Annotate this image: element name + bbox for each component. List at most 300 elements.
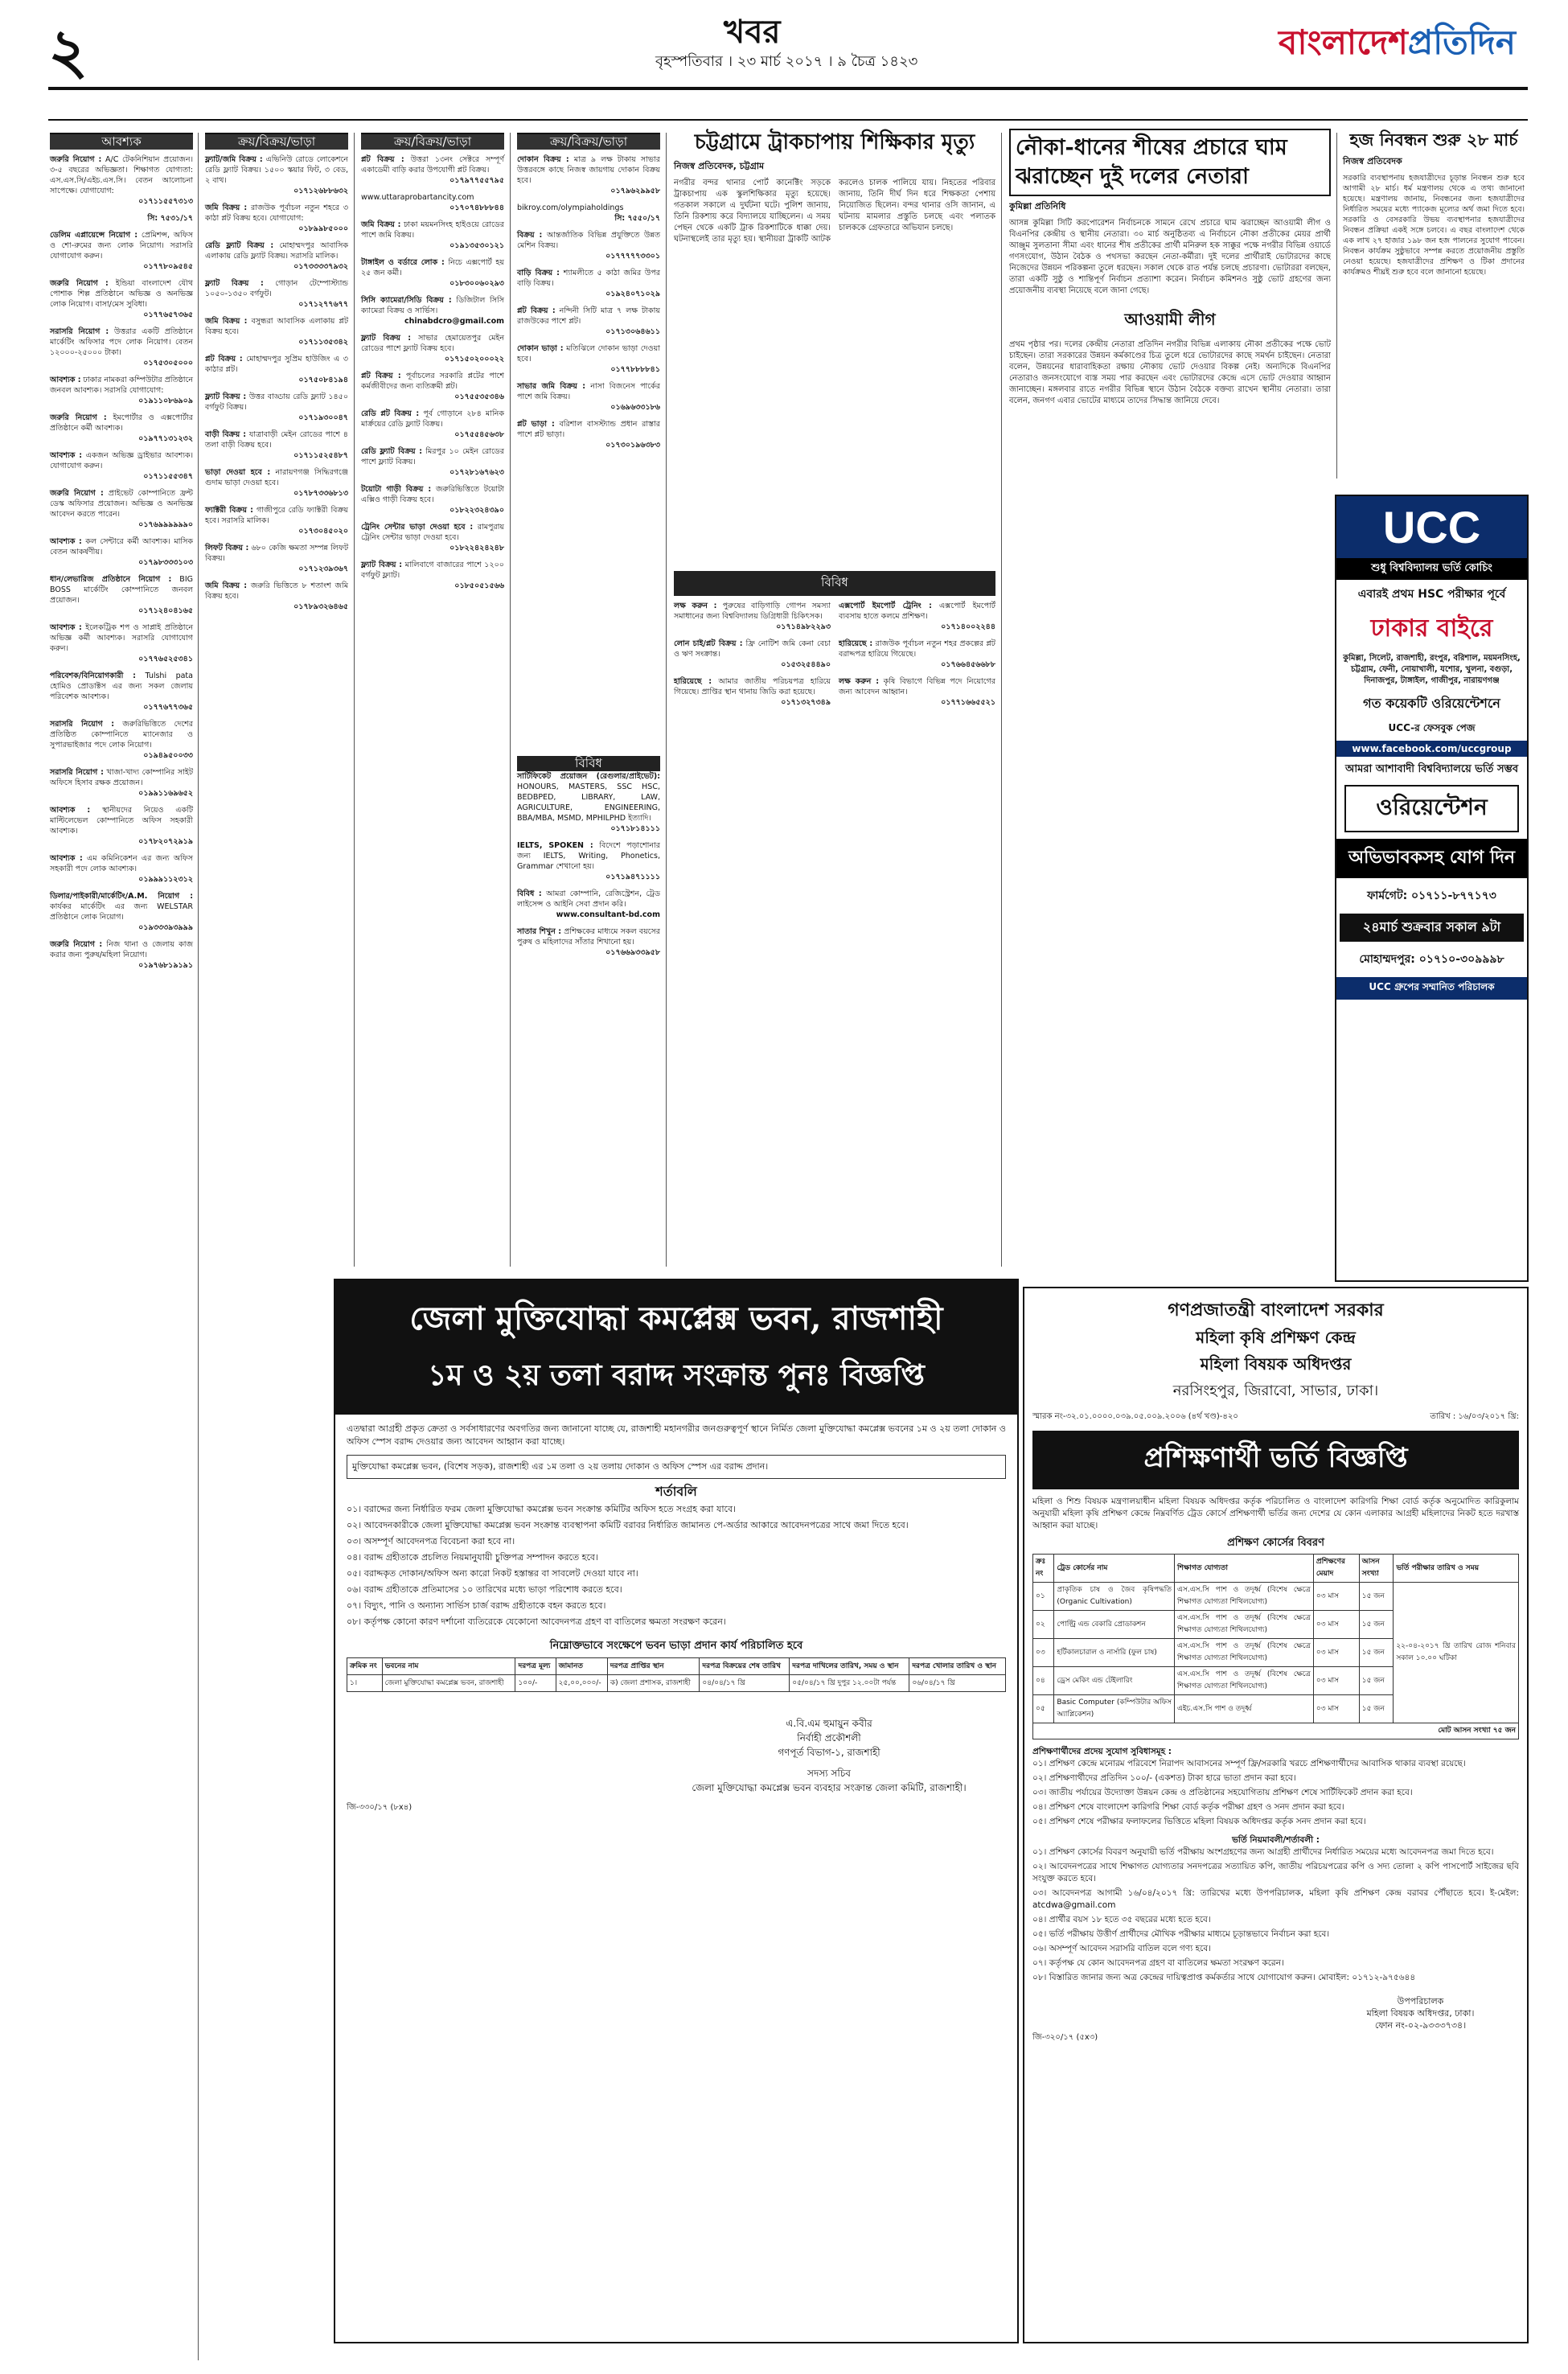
- table-header-cell: জামানত: [556, 1658, 607, 1675]
- ad-title: জরুরি নিয়োগ :: [50, 413, 107, 422]
- term-item: ০২। আবেদনকারীকে জেলা মুক্তিযোদ্ধা কমপ্লেক্স ভবন সংক্রান্ত ব্যবস্থাপনা কমিটি বরাবর নির্ধারিত জামানত পে-অর্ডার আকারে আবেদনপত্রের সাথে জমা দিতে হবে।: [347, 1520, 909, 1530]
- facility-item: ০৩। জাতীয় পর্যায়ের উদ্যোক্তা উন্নয়ন কেন্দ্র ও প্রতিষ্ঠানের সহযোগিতায় প্রশিক্ষণ শেষে সার্টিফিকেট প্রদান করা হবে।: [1032, 1788, 1413, 1797]
- ad-title: প্লট বিক্রয় :: [205, 355, 243, 363]
- table-cell: ১৫ জন: [1359, 1695, 1394, 1723]
- table-cell: ০৫/০৪/১৭ খ্রি দুপুর ১২.০০টা পর্যন্ত: [790, 1675, 909, 1692]
- ad-text: জরুরিভিত্তিতে দেশের প্রতিষ্ঠিত কোম্পানিতে ম্যানেজার ও সুপারভাইজার পদে লোক নিয়োগ।: [50, 720, 193, 750]
- table-cell: ০৩ মাস: [1313, 1695, 1359, 1723]
- ad-phone: ০১৭১১৫৫৩৪৭: [143, 472, 193, 481]
- rule-item: ০১। প্রশিক্ষণ কোর্সের বিবরণ অনুযায়ী ভর্তি পরীক্ষায় অংশগ্রহণের জন্য আগ্রহী প্রার্থীদের নির্ধারিত সময়ের মধ্যে আবেদনপত্র জমা দিতে হবে।: [1032, 1847, 1494, 1857]
- classified-ad: [361, 333, 504, 364]
- gov-date: তারিখ : ১৬/০৩/২০১৭ খ্রি:: [1430, 1412, 1519, 1421]
- column-heading: ক্রয়/বিক্রয়/ভাড়া: [205, 133, 348, 150]
- table-header-cell: ভবনের নাম: [382, 1658, 515, 1675]
- sub-heading: আওয়ামী লীগ: [1124, 310, 1216, 329]
- ucc-contact2: ২৪মার্চ শুক্রবার সকাল ৯টা: [1340, 914, 1524, 942]
- table-cell: ০৩ মাস: [1313, 1639, 1359, 1667]
- ad-title: জরুরি নিয়োগ :: [50, 489, 104, 498]
- ad-text: কার্যকর মার্কেটিং এর জন্য WELSTAR প্রতিষ্ঠানে লোক নিয়োগ।: [50, 902, 193, 922]
- ad-title: ট্রেনিং সেন্টার ভাড়া দেওয়া হবে :: [361, 523, 474, 532]
- ad-phone: www.consultant-bd.com: [556, 910, 660, 919]
- ad-phone: ০১৭৮৭৩৩৬৮১৩: [293, 489, 348, 498]
- sig-name: এ.বি.এম হুমায়ুন কবীর: [786, 1718, 872, 1729]
- ad-title: জরুরি নিয়োগ :: [50, 940, 103, 949]
- story-main: [1009, 129, 1331, 1279]
- ad-text: নাসা বিজনেস পার্কের পাশে জমি বিক্রয়।: [517, 382, 660, 401]
- ad-text: একজন অভিজ্ঞ ড্রাইভার আবশ্যক। যোগাযোগ করুন।: [50, 451, 193, 470]
- sig-name: উপপরিচালক: [1397, 1996, 1444, 2006]
- ad-text: পুরুষের বাড়িগাড়ি গোপন সমস্যা সমাধানের জন্য বিশ্ববিদ্যালয় ডিগ্রিধারী চিকিৎসক।: [674, 602, 831, 621]
- ad-phone: ০১৭৬৯৯৯৯৯৯০: [138, 520, 193, 529]
- table-cell: ক) জেলা প্রশাসক, রাজশাহী: [607, 1675, 700, 1692]
- classified-ad: [50, 213, 193, 224]
- classified-ad: [361, 295, 504, 327]
- ucc-line7: অভিভাবকসহ যোগ দিন: [1336, 839, 1527, 878]
- notice-box: মুক্তিযোদ্ধা কমপ্লেক্স ভবন, (বিশেষ সড়ক), রাজশাহী এর ১ম তলা ও ২য় তলায় দোকান ও অফিস স্পেস এর বরাদ্দ প্রদান।: [347, 1455, 1006, 1479]
- ad-phone: ০১৭৭৮০৯৫৪৫: [143, 262, 193, 271]
- ad-phone: ০১৭১৩২৭৩৪৯: [781, 698, 831, 707]
- bibidh-heading: বিবিধ: [517, 756, 660, 771]
- table-header-cell: দরপত্র দাখিলের তারিখ, সময় ও স্থান: [790, 1658, 909, 1675]
- ucc-contact3: মোহাম্মদপুর: ০১৭১০-৩০৯৯৯৮: [1359, 953, 1504, 966]
- ad-phone: ০১৭১২৪০৪১৬৫: [138, 606, 193, 615]
- column-divider: [354, 133, 355, 1267]
- ad-text: ইলেকট্রিক শপ ও সাপ্লাই প্রতিষ্ঠানে অভিজ্ঞ কর্মী আবশ্যক। সরাসরি যোগাযোগ করুন।: [50, 623, 193, 653]
- story-headline: হজ নিবন্ধন শুরু ২৮ মার্চ: [1349, 129, 1518, 150]
- ad-phone: ০১৬৯৬৩৩১৮৬: [610, 403, 660, 412]
- ucc-facebook-link[interactable]: www.facebook.com/uccgroup: [1336, 741, 1527, 757]
- ad-phone: ০১৭৯৬২৯৯৫৮: [610, 187, 660, 195]
- gov-intro: মহিলা ও শিশু বিষয়ক মন্ত্রণালয়াধীন মহিলা বিষয়ক অধিদপ্তর কর্তৃক পরিচালিত ও বাংলাদেশ কারিগরি শিক্ষা বোর্ড কর্তৃক অনুমোদিত কারিকুলাম অনুযায়ী মহিলা কৃষি প্রশিক্ষণ কেন্দ্রে নিম্নবর্ণিত ট্রেড কোর্সে প্রশিক্ষণার্থী ভর্তির জন্য দেশের যে কোন এলাকার আগ্রহী মহিলাদের নিকট হতে দরখাস্ত আহ্বান করা যাচ্ছে।: [1032, 1497, 1519, 1530]
- table-cell: প্রাকৃতিক চাষ ও জৈব কৃষিপদ্ধতি (Organic Cultivation): [1054, 1583, 1175, 1611]
- ad-title: ফ্ল্যাট বিক্রয় :: [205, 392, 247, 401]
- table-cell: ১০০/-: [515, 1675, 556, 1692]
- story-headline: চট্টগ্রামে ট্রাকচাপায় শিক্ষিকার মৃত্যু: [694, 130, 975, 154]
- ad-title: লিফট বিক্রয় :: [205, 544, 249, 552]
- ad-text: www.uttaraprobartancity.com: [361, 193, 474, 202]
- ad-title: আবশ্যক :: [50, 376, 81, 384]
- column-heading: ক্রয়/বিক্রয়/ভাড়া: [361, 133, 504, 150]
- ucc-ad: [1335, 495, 1529, 1282]
- ad-phone: ০১৭৭৬৫৭৩৬৫: [143, 310, 193, 319]
- classified-ad: [674, 676, 831, 708]
- column-heading: ক্রয়/বিক্রয়/ভাড়া: [517, 133, 660, 150]
- ad-phone: ০১৭৬৬৪৫৬৬৮৮: [941, 660, 995, 669]
- ad-title: আবশ্যক :: [50, 451, 83, 460]
- classified-column-2: [205, 133, 348, 1275]
- ad-text: এম কমিনিকেশন এর জন্য অফিস সহকারী পদে লোক আবশ্যক।: [50, 854, 193, 873]
- ad-phone: ০১৮২২৪২৪২৪৮: [449, 544, 504, 552]
- ad-title: প্লট বিক্রয় :: [517, 306, 556, 315]
- ad-title: লক্ষ করুন :: [674, 602, 717, 610]
- classified-ad: [839, 676, 995, 708]
- sub-body: প্রথম পৃষ্ঠার পর। দলের কেন্দ্রীয় নেতারা প্রতিদিন নগরীর বিভিন্ন এলাকায় নৌকা প্রতীকের পক্ষে ভোট চাইছেন। তারা সরকারের উন্নয়ন কর্মকাণ্ডের চিত্র তুলে ধরে ভোটারদের কাছে সমর্থন চাইছেন। নেতারা বলেন, উন্নয়নের ধারাবাহিকতা রক্ষায় নৌকায় ভোট দেওয়ার বিকল্প নেই। অন্যদিকে বিএনপির নেতারাও জনসংযোগে ব্যস্ত সময় পার করছেন এবং ভোটারদের কেন্দ্রে এসে ভোট দেওয়ার আহ্বান জানাচ্ছেন। মঙ্গলবার রাতে নগরীর বিভিন্ন স্থানে উঠান বৈঠকে বক্তব্য রাখেন স্থানীয় নেতারা। তারা বলেন, জনগণ এবার ভোটের মাধ্যমে তাদের সিদ্ধান্ত জানিয়ে দেবে।: [1009, 340, 1331, 405]
- ucc-line4: UCC-র ফেসবুক পেজ: [1388, 722, 1476, 733]
- classified-ad: [517, 771, 660, 834]
- story-byline: কুমিল্লা প্রতিনিধি: [1009, 201, 1066, 212]
- classified-ad: [517, 419, 660, 450]
- ad-title: দোকান বিক্রয় :: [517, 155, 569, 164]
- classified-ad: [205, 467, 348, 499]
- ucc-line1: এবারই প্রথম HSC পরীক্ষার পূর্বে: [1357, 588, 1506, 601]
- ad-title: সাতার শিখুন :: [517, 927, 562, 936]
- classified-column-3: [361, 133, 504, 1275]
- story-hajj: [1343, 129, 1525, 277]
- ad-phone: ০১৭১৩০৬৪৬১১: [605, 327, 660, 336]
- table-cell: ১৫ জন: [1359, 1667, 1394, 1695]
- ad-phone: ০১৭১২৭৭৬৭৭: [298, 300, 348, 309]
- column-divider: [1336, 133, 1337, 478]
- table-cell: ০৪/০৪/১৭ খ্রি: [700, 1675, 790, 1692]
- table-cell: ০৩ মাস: [1313, 1667, 1359, 1695]
- ad-text: গোড়ান টেম্পোস্ট্যান্ড ১০৫০-১৩৫০ বর্গফুট।: [205, 279, 349, 298]
- ad-text: প্রশিক্ষকের মাধ্যমে সকল বয়সের পুরুষ ও মহিলাদের সাঁতার শিখানো হয়।: [517, 927, 660, 947]
- ad-text: যাত্রাবাড়ী মেইন রোডের পাশে ৪ তলা বাড়ী বিক্রয় হবে।: [205, 430, 348, 450]
- ad-title: লোন চাই/প্লট বিক্রয় :: [674, 639, 743, 648]
- ad-phone: ০১৭৫৫৪৫৬৩৮: [454, 430, 504, 439]
- brand-accent: প্রতিদিন: [1407, 23, 1516, 62]
- classified-ad: [517, 926, 660, 958]
- ad-title: লক্ষ করুন :: [839, 677, 880, 686]
- classified-ad: [205, 278, 348, 310]
- ad-phone: ০১৭১৫০২০০০২২: [444, 355, 504, 363]
- classified-ad: [50, 413, 193, 444]
- table-cell: জেলা মুক্তিযোদ্ধা কমপ্লেক্স ভবন, রাজশাহী: [382, 1675, 515, 1692]
- ad-title: বিবিধ :: [517, 889, 542, 898]
- ad-phone: ০১৯২৪০৭১০২৯: [605, 290, 660, 298]
- classified-ad: [205, 154, 348, 196]
- table-header-cell: দরপত্র বিক্রয়ের শেষ তারিখ: [700, 1658, 790, 1675]
- ad-phone: ০১৮২২৩২৪৩৯০: [449, 506, 504, 515]
- ad-text: রাজউক পূর্বাচল নতুন শহরে ৩ কাঠা প্লট বিক্রয় হবে। যোগাযোগ:: [205, 203, 348, 223]
- ad-text: উত্তরার একটি প্রতিষ্ঠানে মার্কেটিং অফিসার পদে লোক নিয়োগ। বেতন ১২০০০-২৫০০০ টাকা।: [50, 327, 194, 357]
- classified-ad: [517, 343, 660, 375]
- table-cell: ০৪: [1033, 1667, 1054, 1695]
- classified-ad: [205, 505, 348, 536]
- ucc-tagline: শুধু বিশ্ববিদ্যালয় ভর্তি কোচিং: [1336, 558, 1527, 580]
- ad-text: উত্তর বাড্ডায় রেডি ফ্ল্যাট ১৪৫০ বর্গফুট বিক্রয়।: [205, 392, 348, 412]
- ad-phone: ০১৭৯৭৭৫৫৭৯৫: [449, 176, 504, 185]
- story-headline-line1: নৌকা-ধানের শীষের প্রচারে ঘাম: [1016, 135, 1287, 160]
- ad-phone: ০১৭৫৩০৫০০০: [143, 359, 193, 368]
- ad-code: জি-৩৩০/১৭ (৮x৪): [347, 1803, 413, 1812]
- ad-text: উত্তরা ১৩নং সেক্টরে সম্পূর্ণ একাডেমী বাড়ি করার উপযোগী প্লট বিক্রয়।: [361, 155, 504, 175]
- ad-text: ইমপোর্টার ও এক্সপোর্টার প্রতিষ্ঠানে কর্মী আবশ্যক।: [50, 413, 193, 433]
- ad-title: ধান/লেভারিজ প্রতিষ্ঠানে নিয়োগ :: [50, 575, 172, 584]
- ad-phone: ০১৮৫০৫১৫৬৬: [454, 581, 504, 590]
- table-row: [1033, 1723, 1519, 1739]
- ad-text: স্থানীয়দের নিয়েও একটি মাল্টিলেভেল কোম্পানিতে অফিস সহকারী আবশ্যক।: [50, 806, 193, 836]
- facilities-heading: প্রশিক্ষণার্থীদের প্রদেয় সুযোগ সুবিধাসমূহ :: [1032, 1747, 1172, 1756]
- column-divider: [198, 133, 199, 2360]
- ad-title: আবশ্যক :: [50, 854, 83, 863]
- classified-ad: [361, 446, 504, 478]
- term-item: ০৬। বরাদ্দ গ্রহীতাকে প্রতিমাসের ১০ তারিখের মধ্যে ভাড়া পরিশোধ করতে হবে।: [347, 1584, 622, 1595]
- bibidh-box-2: [674, 571, 995, 1271]
- bibidh-box: [517, 756, 660, 1271]
- ad-phone: ০১৭১১৫৫৭৩১৩: [138, 197, 193, 206]
- facility-item: ০৪। প্রশিক্ষণ শেষে বাংলাদেশ কারিগরি শিক্ষা বোর্ড কর্তৃক পরীক্ষা গ্রহণ ও সনদ প্রদান করা হবে।: [1032, 1802, 1344, 1812]
- ad-phone: ০১৯১৩৫৩০১২১: [449, 241, 504, 250]
- ad-text: মোহাম্মদপুর সুপ্রিম হাউজিং এ ৩ কাঠার প্লট।: [205, 355, 348, 374]
- ad-text: গাজীপুরে রেডি ফ্যাক্টরী বিক্রয় হবে। সরাসরি মালিক।: [205, 506, 348, 525]
- ad-phone: ০১৫৩২৫৪৪৯০: [781, 660, 831, 669]
- ad-phone: ০১৭৭৭৭৭৩৩০১: [605, 252, 660, 261]
- classified-ad: [50, 805, 193, 847]
- table-header-row: [347, 1658, 1006, 1675]
- table-cell: ০২: [1033, 1611, 1054, 1639]
- table-header-row: [1033, 1555, 1519, 1583]
- ad-title: টয়োটা গাড়ী বিক্রয় :: [361, 485, 432, 494]
- ad-title: জরুরি নিয়োগ :: [50, 279, 109, 288]
- ad-phone: ০১৮৯৯৮৫০০০: [298, 224, 348, 233]
- classified-ad: [50, 671, 193, 713]
- term-item: ০৩। অসম্পূর্ণ আবেদনপত্র বিবেচনা করা হবে না।: [347, 1536, 515, 1546]
- ad-title: বাড়ি বিক্রয় :: [517, 269, 560, 277]
- ad-title: ডিলার/পাইকারী/মার্কেটিং/A.M. নিয়োগ :: [50, 892, 193, 901]
- ad-title: টাঙ্গাইল ও বর্ডারে লোক :: [361, 258, 445, 267]
- ad-phone: ০১৭৭৬৫২৫৩৪১: [138, 655, 193, 663]
- table-header-cell: ক্রঃ নং: [1033, 1555, 1054, 1583]
- header-rule-2: [48, 119, 1528, 121]
- ad-phone: ০১৮৩০০৬০২৯৩: [449, 279, 504, 288]
- table-cell: ০১: [1033, 1583, 1054, 1611]
- ad-phone: ০১৯৪৯৫০০৩৩: [143, 751, 193, 760]
- column-heading: আবশ্যক: [50, 133, 193, 150]
- ad-phone: ০১৭৭৬৭৭৩৬৫: [143, 703, 193, 712]
- sig-member: সদস্য সচিব: [807, 1768, 851, 1779]
- ad-text: জরুরিভিত্তিতে টয়োটা এক্সিও গাড়ী বিক্রয় হবে।: [361, 485, 504, 504]
- ad-phone: ০১৭১১৩৫৩৪২: [298, 338, 348, 347]
- classified-ad: [839, 639, 995, 670]
- classified-ad: [50, 574, 193, 616]
- gov-memo: স্মারক নং-৩২.০১.০০০০.০৩৯.০৫.০০৯.২০০৬ (৪র্থ খণ্ড)-৪২০: [1032, 1412, 1238, 1421]
- ad-text: শ্যামলীতে ৫ কাঠা জমির উপর বাড়ি বিক্রয়।: [517, 269, 660, 288]
- sig-office: মহিলা বিষয়ক অধিদপ্তর, ঢাকা।: [1366, 2008, 1475, 2019]
- classified-ad: [50, 853, 193, 885]
- ad-title: ডেলিম এপ্লায়েন্সে নিয়োগ :: [50, 231, 138, 240]
- story-body: সরকারি ব্যবস্থাপনায় হজযাত্রীদের চূড়ান্ত নিবন্ধন শুরু হবে আগামী ২৮ মার্চ। ধর্ম মন্ত্রণালয় থেকে এ তথ্য জানানো হয়েছে। মন্ত্রণালয় জানায়, নিবন্ধনের জন্য হজযাত্রীদের নির্ধারিত সময়ের মধ্যে প্যাকেজ মূল্যের অর্থ জমা দিতে হবে। সরকারি ও বেসরকারি উভয় ব্যবস্থাপনার হজযাত্রীদের নিবন্ধন প্রক্রিয়া একই সঙ্গে চলবে। এ বছর বাংলাদেশ থেকে এক লাখ ২৭ হাজার ১৯৮ জন হজ পালনের সুযোগ পাবেন। নিবন্ধন কার্যক্রম সুষ্ঠুভাবে সম্পন্ন করতে প্রয়োজনীয় প্রস্তুতি নেওয়া হয়েছে। হজযাত্রীদের প্রশিক্ষণ ও টিকা প্রদানের কার্যক্রমও শীঘ্রই শুরু হবে বলে জানানো হয়েছে।: [1343, 174, 1525, 277]
- ad-text: ৬৮০ কেজি ক্ষমতা সম্পন্ন লিফট বিক্রয়।: [205, 544, 349, 563]
- classified-ad: [361, 192, 504, 213]
- table-heading: নিম্নোক্তভাবে সংক্ষেপে ভবন ভাড়া প্রদান কার্য পরিচালিত হবে: [549, 1640, 803, 1652]
- facilities-list: [1032, 1758, 1519, 1828]
- ad-phone: ০১৭১৪০০২২৪৪: [941, 622, 995, 631]
- terms-list: [347, 1503, 1006, 1629]
- classified-column-1: [50, 133, 193, 2368]
- ad-title: প্লট ভাড়া :: [517, 420, 555, 429]
- table-cell: এস.এস.সি পাশ ও তদূর্ধ্ব (বিশেষ ক্ষেত্রে শিক্ষাগত যোগ্যতা শিথিলযোগ্য): [1175, 1611, 1314, 1639]
- ad-text: প্রেমিশন্স, অফিস ও শো-রুমের জন্য লোক নিয়োগ। সরাসরি যোগাযোগ করুন।: [50, 231, 193, 261]
- ad-text: মাত্র ৯ লক্ষ টাকায় সাভার উত্তরবঙ্গে কাছে নিজস্ব জায়গায় দোকান বিক্রয় হবে।: [517, 155, 660, 185]
- ad-title: সরাসরি নিয়োগ :: [50, 768, 104, 777]
- classified-ad: [50, 536, 193, 568]
- ad-title: বিক্রয় :: [517, 231, 543, 240]
- ad-text: বসুন্ধরা আবাসিক এলাকায় প্লট বিক্রয় হবে।: [205, 317, 348, 336]
- ad-text: পূর্ব গোড়ানে ২৮৪ মানিক মার্ক্রয়ের রেডি ফ্ল্যাট বিক্রয়।: [361, 409, 504, 429]
- classified-ad: [517, 889, 660, 920]
- classified-ad: [50, 327, 193, 368]
- table-cell: এস.এস.সি পাশ ও তদূর্ধ্ব (বিশেষ ক্ষেত্রে শিক্ষাগত যোগ্যতা শিথিলযোগ্য): [1175, 1639, 1314, 1667]
- ad-title: ফ্ল্যাট বিক্রয় :: [205, 279, 264, 288]
- rajshahi-notice: [334, 1279, 1019, 2343]
- classified-ad: [205, 203, 348, 234]
- ucc-footer: UCC গ্রুপের সম্মানিত পরিচালক: [1336, 977, 1527, 1000]
- ad-text: HONOURS, MASTERS, SSC HSC, BEDBPED, LIBRARY, LAW, AGRICULTURE, ENGINEERING, BBA/MBA, MSMD, MPHILPHD ইত্যাদি।: [517, 782, 660, 823]
- table-cell: Basic Computer (কম্পিউটার অফিস অ্যাপ্লিকেশন): [1054, 1695, 1175, 1723]
- rule-item: ০৬। অসম্পূর্ণ আবেদন সরাসরি বাতিল বলে গণ্য হবে।: [1032, 1944, 1211, 1953]
- dateline: বৃহস্পতিবার । ২৩ মার্চ ২০১৭ । ৯ চৈত্র ১৪২৩: [655, 53, 918, 70]
- classified-ad: [674, 639, 831, 670]
- headline-box: [1009, 129, 1331, 196]
- rules-list: [1032, 1846, 1519, 1984]
- table-header-cell: দরপত্র প্রাপ্তির স্থান: [607, 1658, 700, 1675]
- rule-item: ০৩। আবেদনপত্র আগামী ১৬/০৪/২০১৭ খ্রি: তারিখের মধ্যে উপপরিচালক, মহিলা কৃষি প্রশিক্ষণ কেন্দ্র বরাবর পৌঁছাতে হবে। ই-মেইল: atcdwa@gmail.com: [1032, 1888, 1519, 1910]
- ad-phone: ০১৭১৮১৪১১১: [610, 824, 660, 833]
- ad-text: পূর্বাচলের সরকারি প্লটের পাশে কর্মজীবীদের জন্য ব্যতিক্রমী প্লট।: [361, 372, 504, 391]
- ad-text: এক্সপোর্ট ইমপোর্ট ব্যবসায় হাতে কলমে প্রশিক্ষণ।: [839, 602, 995, 621]
- ad-phone: ০১৭১২৩৯৩৬৭: [298, 565, 348, 573]
- term-item: ০৪। বরাদ্দ গ্রহীতাকে প্রচলিত নিয়মানুযায়ী চুক্তিপত্র সম্পাদন করতে হবে।: [347, 1552, 598, 1563]
- table-header-cell: আসন সংখ্যা: [1359, 1555, 1394, 1583]
- table-cell: ১৫ জন: [1359, 1583, 1394, 1611]
- ucc-line3: গত কয়েকটি ওরিয়েন্টেশনে: [1363, 696, 1500, 711]
- ucc-districts: কুমিল্লা, সিলেট, রাজশাহী, রংপুর, বরিশাল, ময়মনসিংহ, চট্টগ্রাম, ফেনী, নোয়াখালী, যশোর, খুলনা, বগুড়া, দিনাজপুর, টাঙ্গাইল, গাজীপুর, নারায়ণগঞ্জ: [1343, 654, 1521, 685]
- ad-phone: ০১৭৩০৪৫০২০: [298, 527, 348, 536]
- course-table-title: প্রশিক্ষণ কোর্সের বিবরণ: [1227, 1537, 1324, 1549]
- classified-ad: [50, 278, 193, 320]
- ucc-line6: ওরিয়েন্টেশন: [1344, 785, 1519, 832]
- ad-title: সার্টিফিকেট প্রয়োজন (রেগুলার/প্রাইভেট):: [517, 772, 660, 781]
- ad-text: বরিশাল বাসস্ট্যান্ড প্রধান রাস্তার পাশে প্লট ভাড়া।: [517, 420, 660, 439]
- table-cell: হর্টিকালচারাল ও নার্সারি (ফুল চাষ): [1054, 1639, 1175, 1667]
- ad-text: রাজউক পূর্বাচল নতুন শহর প্রকল্পের প্লট বরাদ্দপত্র হারিয়ে গিয়েছে।: [839, 639, 995, 659]
- term-item: ০৫। বরাদ্দকৃত দোকান/অফিস অন্য কারো নিকট হস্তান্তর বা সাবলেট দেওয়া যাবে না।: [347, 1568, 638, 1579]
- table-header-cell: দরপত্র মূল্য: [515, 1658, 556, 1675]
- classified-ad: [361, 154, 504, 186]
- ad-title: ফ্ল্যাট বিক্রয় :: [361, 334, 412, 343]
- classified-ad: [50, 939, 193, 971]
- ad-title: সিসি ক্যামেরা/সিডি বিক্রয় :: [361, 296, 452, 305]
- gov-line1: গণপ্রজাতন্ত্রী বাংলাদেশ সরকার: [1168, 1300, 1384, 1320]
- ad-phone: ০১৭৫০৮৪১৯৪: [298, 376, 348, 384]
- table-cell: ১।: [347, 1675, 383, 1692]
- column-divider: [510, 133, 511, 1267]
- ad-title: প্লট বিক্রয় :: [361, 372, 401, 380]
- page-number: ২: [48, 15, 88, 87]
- table-cell: ২৫,০০,০০০/-: [556, 1675, 607, 1692]
- ad-phone: ০১৯৯১১৬৯৬৫২: [138, 789, 193, 798]
- ad-phone: ০১৭১৯৩০০৪৭: [298, 413, 348, 422]
- ad-phone: ০১৭১২৬৮৮৬৩২: [293, 187, 348, 195]
- ad-text: মোহাম্মদপুর আবাসিক এলাকায় রেডি ফ্ল্যাট বিক্রয়। সরাসরি মালিক।: [205, 241, 348, 261]
- ad-phone: ০১৭১৯৪৭১১১১: [605, 873, 660, 881]
- ad-title: সরাসরি নিয়োগ :: [50, 327, 109, 336]
- facility-item: ০২। প্রশিক্ষণার্থীদের প্রতিদিন ১০০/- (একশত) টাকা হারে ভাতা প্রদান করা হবে।: [1032, 1773, 1296, 1783]
- ad-title: ফ্ল্যাট/জমি বিক্রয় :: [205, 155, 263, 164]
- sig-phone: ফোন নং-০২-৯৩৩৩৭৩৪।: [1374, 2020, 1467, 2031]
- table-header-cell: ক্রমিক নং: [347, 1658, 383, 1675]
- classified-ad: [361, 522, 504, 553]
- banner-line2: ১ম ও ২য় তলা বরাদ্দ সংক্রান্ত পুনঃ বিজ্ঞপ্তি: [428, 1358, 925, 1392]
- ad-text: প্রাইভেট কোম্পানিতে ফ্রন্ট ডেস্ক অফিসার প্রয়োজন। অভিজ্ঞ ও অনভিজ্ঞ আবেদন করতে পারেন।: [50, 489, 193, 519]
- ad-text: ডিজিটাল সিসি ক্যামেরা বিক্রয় ও সার্ভিস।: [361, 296, 504, 315]
- story-headline-line2: ঝরাচ্ছেন দুই দলের নেতারা: [1016, 164, 1249, 189]
- ad-title: জমি বিক্রয় :: [205, 203, 248, 212]
- table-header-cell: দরপত্র খোলার তারিখ ও স্থান: [909, 1658, 1006, 1675]
- gov-line3: মহিলা বিষয়ক অধিদপ্তর: [1200, 1354, 1352, 1374]
- ucc-contact1: ফার্মগেট: ০১৭১১-৮৭৭১৭৩: [1367, 889, 1496, 902]
- course-table: [1032, 1554, 1519, 1739]
- ad-text: আন্তর্জাতিক বিভিন্ন প্রযুক্তিতে উন্নত মেশিন বিক্রয়।: [517, 231, 660, 250]
- ad-text: কৃষি বিভাগে বিভিন্ন পদে নিয়োগের জন্য আবেদন আহ্বান।: [839, 677, 995, 696]
- classified-ad: [205, 316, 348, 347]
- ad-phone: ০১৭০৭৪৮৮৮৪৪: [449, 203, 504, 212]
- story-body: আসন্ন কুমিল্লা সিটি করপোরেশন নির্বাচনকে সামনে রেখে প্রচারে ঘাম ঝরাচ্ছেন আওয়ামী লীগ ও বিএনপির কেন্দ্রীয় ও স্থানীয় নেতারা। ৩০ মার্চ অনুষ্ঠিতব্য এ নির্বাচনে নৌকা প্রতীকের মেয়র প্রার্থী আঞ্জুম সুলতানা সীমা এবং ধানের শীষ প্রতীকের প্রার্থী মনিরুল হক সাক্কুর পক্ষে নগরীর বিভিন্ন ওয়ার্ডে গণসংযোগ, উঠান বৈঠক ও পথসভা করছেন নেতা-কর্মীরা। দুই দলের প্রার্থীরাই ভোটারদের কাছে নিজেদের উন্নয়ন পরিকল্পনা তুলে ধরছেন। সকাল থেকে রাত পর্যন্ত চলছে প্রচারণা। ভোটাররা বলছেন, তারা একটি সুষ্ঠু ও শান্তিপূর্ণ নির্বাচন প্রত্যাশা করেন। নির্বাচন কমিশনও সুষ্ঠু ভোট গ্রহণের জন্য প্রয়োজনীয় ব্যবস্থা নিয়েছে বলে জানা গেছে।: [1009, 219, 1331, 295]
- facility-item: ০৫। প্রশিক্ষণ শেষে পরীক্ষার ফলাফলের ভিত্তিতে মহিলা বিষয়ক অধিদপ্তর কর্তৃক সনদ প্রদান করা হবে।: [1032, 1817, 1366, 1826]
- classified-ad: [517, 203, 660, 224]
- table-cell: ০৩: [1033, 1639, 1054, 1667]
- brand-logo: [1279, 16, 1516, 73]
- ad-text: BIG BOSS মার্কেটিং কোম্পানিতে জনবল প্রয়োজন।: [50, 575, 193, 605]
- ad-title: হারিয়েছে :: [839, 639, 873, 648]
- table-header-cell: প্রশিক্ষণের মেয়াদ: [1313, 1555, 1359, 1583]
- rule-item: ০৮। বিস্তারিত জানার জন্য অত্র কেন্দ্রের দায়িত্বপ্রাপ্ত কর্মকর্তার সাথে যোগাযোগ করুন। মোবাইল: ০১৭১২-৯৭৫৬৪৪: [1032, 1973, 1416, 1982]
- ad-phone: সি: ৭৫৫০/১৭: [614, 214, 660, 223]
- classified-ad: [50, 154, 193, 207]
- classified-ad: [361, 560, 504, 591]
- ad-title: জমি বিক্রয় :: [361, 220, 401, 229]
- rules-heading: ভর্তি নিয়মাবলী/শর্তাবলী :: [1232, 1835, 1320, 1845]
- ad-phone: ০১৭৩০১৯৬৩৮৩: [605, 441, 660, 450]
- classified-ad: [50, 767, 193, 799]
- ad-text: বিদেশে পড়াশোনার জন্য IELTS, Writing, Phonetics, Grammar শেখানো হয়।: [517, 841, 660, 871]
- classified-ad: [50, 891, 193, 933]
- classified-ad: [50, 488, 193, 530]
- ad-phone: ০১৯৩৩৩৯৩৯৯৯: [138, 923, 193, 932]
- ad-phone: ০১৭৯৮৩৩৩১০৩: [138, 558, 193, 567]
- ad-text: নিচে এক্সপোর্ট হয় ২৫ জন কর্মী।: [361, 258, 504, 277]
- ad-phone: ০১৭৬৬৯৩৩৯৫৮: [605, 948, 660, 957]
- ad-title: IELTS, SPOKEN :: [517, 841, 593, 850]
- ad-title: ফ্যাক্টরী বিক্রয় :: [205, 506, 253, 515]
- story-chittagong: [674, 129, 995, 245]
- table-row: [1033, 1583, 1519, 1611]
- classified-column-4: [517, 133, 660, 744]
- ad-text: এভিনিউ রোডে লোকেশনে রেডি ফ্ল্যাট বিক্রয়। ১৫০০ স্কয়ার ফিট, ৩ বেড, ২ বাথ।: [205, 155, 348, 185]
- bibidh-heading: বিবিধ: [674, 571, 995, 596]
- classified-ad: [361, 220, 504, 251]
- classified-ad: [205, 429, 348, 461]
- ad-text: A/C টেকনিশিয়ান প্রয়োজন। ৩-৫ বছরের অভিজ্ঞতা। শিক্ষাগত যোগ্যতা: এস.এস.সি/এইচ.এস.সি। বেতন আলোচনা সাপেক্ষে। যোগাযোগ:: [50, 155, 193, 195]
- ad-text: খাজা-খাদ্য কোম্পানির সাইট অফিসে হিসাব রক্ষক প্রয়োজন।: [50, 768, 194, 787]
- classified-ad: [839, 601, 995, 632]
- classified-ad: [517, 306, 660, 337]
- gov-line2: মহিলা কৃষি প্রশিক্ষণ কেন্দ্র: [1196, 1328, 1356, 1347]
- ad-phone: ০১৭৭৮৮৮৮৪১: [610, 365, 660, 374]
- story-body: নগরীর বন্দর থানার পোর্ট কানেক্টিং সড়কে ট্রাকচাপায় এক স্কুলশিক্ষিকার মৃত্যু হয়েছে। গতকাল সকালে এ দুর্ঘটনা ঘটে। পুলিশ জানায়, তিনি রিকশায় করে বিদ্যালয়ে যাচ্ছিলেন। এ সময় পেছন থেকে একটি ট্রাক রিকশাটিকে ধাক্কা দেয়। ঘটনাস্থলেই তার মৃত্যু হয়। স্থানীয়রা ট্রাকটি আটক করলেও চালক পালিয়ে যায়। নিহতের পরিবার জানায়, তিনি দীর্ঘ দিন ধরে শিক্ষকতা পেশায় নিয়োজিত ছিলেন। বন্দর থানার ওসি জানান, এ ঘটনায় মামলার প্রস্তুতি চলছে এবং পলাতক চালককে গ্রেফতারে অভিযান চলছে।: [674, 179, 995, 244]
- terms-heading: শর্তাবলি: [655, 1484, 697, 1499]
- table-cell: পোল্ট্রি এন্ড বেকারি প্রোডাকশন: [1054, 1611, 1175, 1639]
- signature-block: [652, 1716, 1006, 1795]
- bibidh-list: [674, 601, 995, 714]
- total-cell: মোট আসন সংখ্যা ৭৫ জন: [1033, 1723, 1519, 1739]
- ad-text: নারায়ণগঞ্জ সিদ্ধিরগঞ্জে গুদাম ভাড়া দেওয়া হবে।: [205, 468, 348, 487]
- classified-ad: [50, 719, 193, 761]
- ad-text: Tulshi pata হোমিও প্রোডাক্টস এর জন্য সকল জেলায় পরিবেশক আবশ্যক।: [50, 672, 193, 701]
- classified-ad: [361, 371, 504, 402]
- ad-text: ইন্ডিয়া বাংলাদেশ যৌথ পোশাক শিল্প প্রতিষ্ঠানে অভিজ্ঞ ও অনভিজ্ঞ লোক নিয়োগ। বাসা/মেস সুবিধা।: [50, 279, 193, 309]
